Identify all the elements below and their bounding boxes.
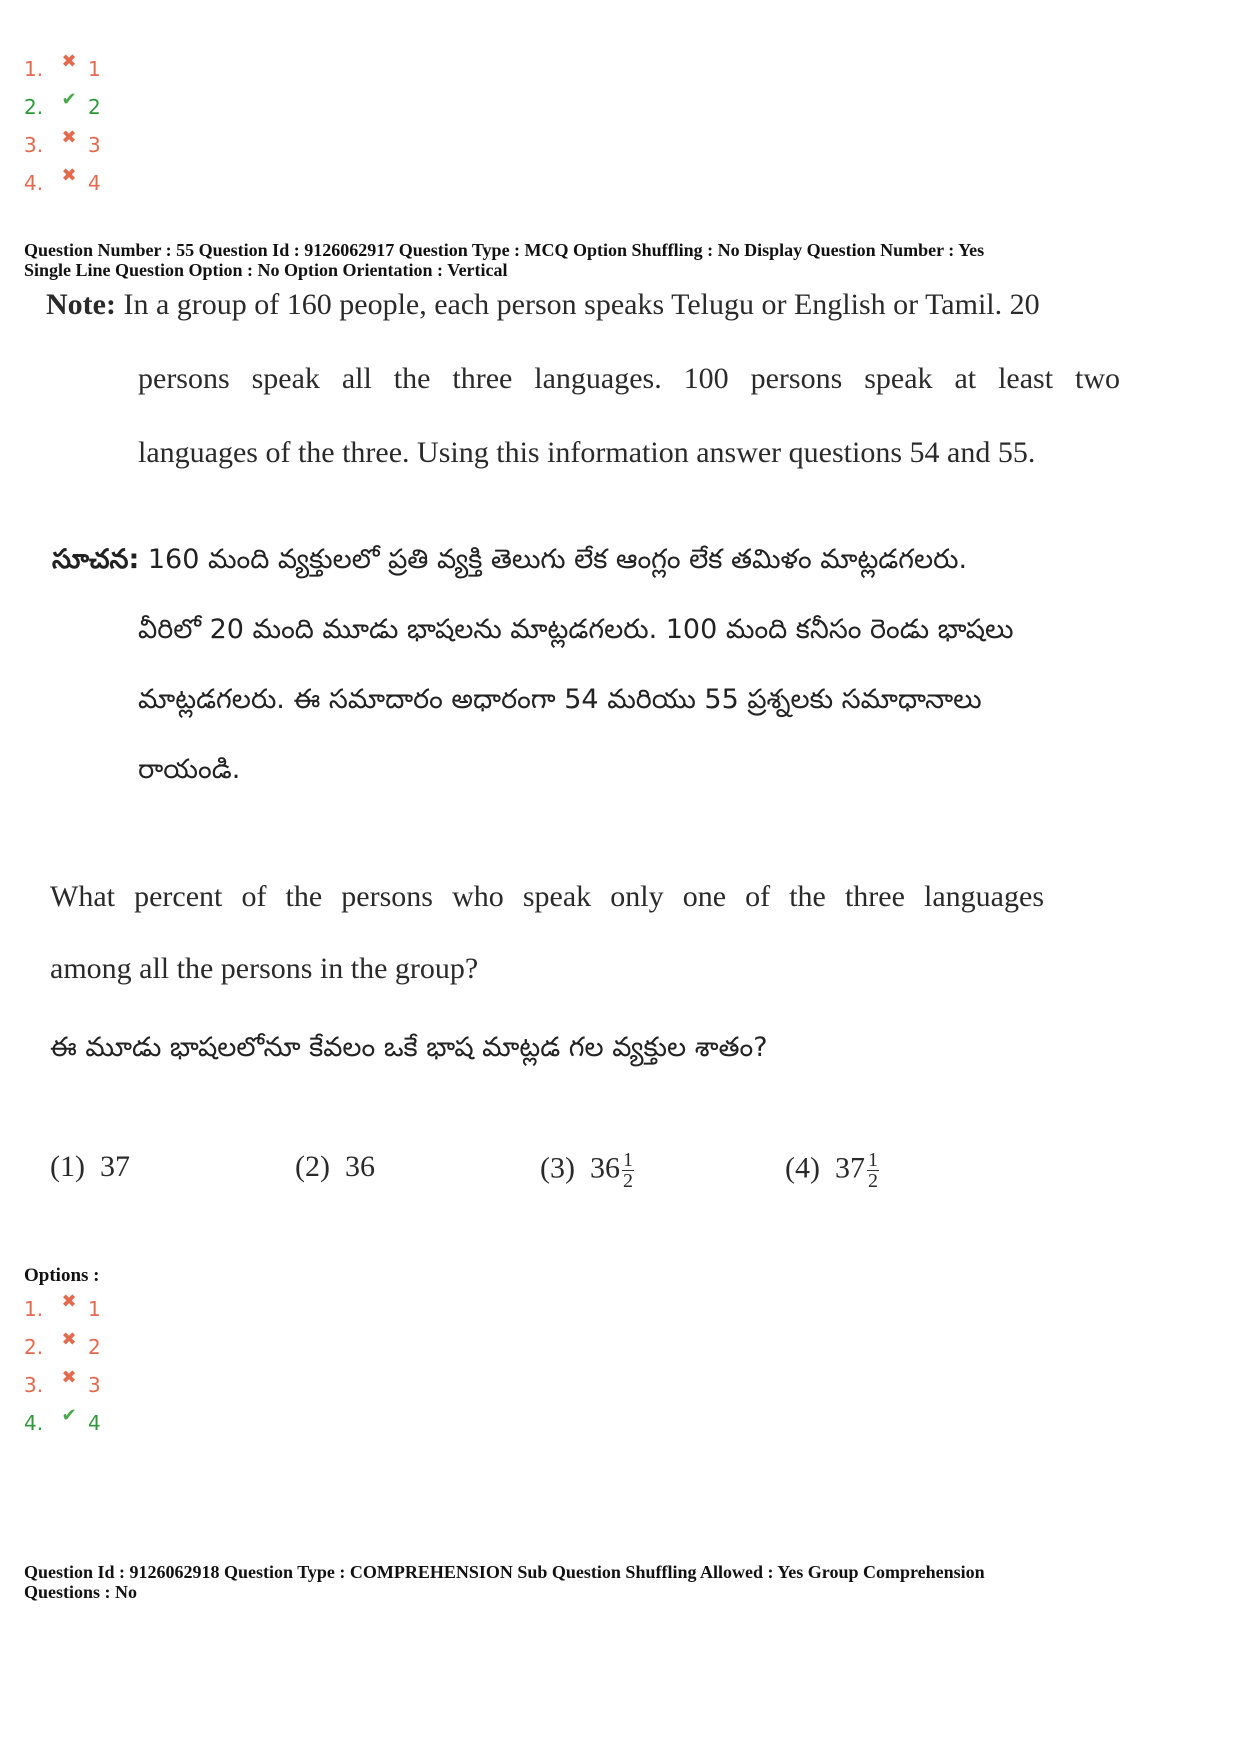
- options-label: Options :: [24, 1265, 100, 1286]
- next-meta-line2: Questions : No: [24, 1582, 138, 1602]
- option-number: 4.: [24, 1411, 44, 1435]
- check-icon: ✔: [61, 89, 77, 110]
- telugu-note-text-line1: 160 మంది వ్యక్తులలో ప్రతి వ్యక్తి తెలుగు లేక ఆంగ్లం లేక తమిళం మాట్లడగలరు.: [147, 544, 968, 575]
- choice-value: 37: [99, 1150, 130, 1183]
- option-value: 2: [88, 1335, 101, 1359]
- choice-label: (1): [50, 1150, 85, 1183]
- option-number: 1.: [24, 1297, 44, 1321]
- option-value: 3: [88, 1373, 101, 1397]
- note-text-line2: persons speak all the three languages. 100 persons speak at least two: [138, 362, 1120, 395]
- choice-2: [295, 1150, 375, 1184]
- question-line2: among all the persons in the group?: [50, 952, 479, 985]
- option-value: 4: [88, 171, 101, 195]
- note-text-line1: In a group of 160 people, each person speaks Telugu or English or Tamil. 20: [123, 288, 1040, 321]
- choice-1: [50, 1150, 130, 1184]
- cross-icon: ✖: [61, 1329, 77, 1350]
- note-label: Note:: [46, 288, 116, 321]
- cross-icon: ✖: [61, 127, 77, 148]
- telugu-note-text-line3: మాట్లడగలరు. ఈ సమాదారం అధారంగా 54 మరియు 55 ప్రశ్నలకు సమాధానాలు: [138, 684, 982, 715]
- next-meta-line1: Question Id : 9126062918 Question Type : COMPREHENSION Sub Question Shuffling Allowed : Yes Group Comprehension: [24, 1562, 985, 1582]
- note-line1: [46, 288, 1040, 322]
- telugu-note-text-line2: వీరిలో 20 మంది మూడు భాషలను మాట్లడగలరు. 100 మంది కనీసం రెండు భాషలు: [138, 614, 1014, 645]
- choice-4: [785, 1150, 879, 1191]
- option-value: 3: [88, 133, 101, 157]
- cross-icon: ✖: [61, 1367, 77, 1388]
- option-number: 4.: [24, 171, 44, 195]
- fraction-denominator: 2: [622, 1170, 633, 1192]
- telugu-note-label: సూచన:: [52, 544, 140, 575]
- option-row: [24, 164, 101, 202]
- cross-icon: ✖: [61, 1291, 77, 1312]
- question-telugu: ఈ మూడు భాషలలోనూ కేవలం ఒకే భాష మాట్లడ గల వ్యక్తుల శాతం?: [50, 1032, 768, 1063]
- option-value: 1: [88, 1297, 101, 1321]
- next-question-meta: [24, 1562, 1224, 1602]
- choice-label: (3): [540, 1151, 575, 1185]
- telugu-note-text-line4: రాయండి.: [138, 754, 241, 785]
- option-number: 2.: [24, 1335, 44, 1359]
- note-text-line3: languages of the three. Using this information answer questions 54 and 55.: [138, 436, 1036, 469]
- fraction-numerator: 1: [622, 1149, 633, 1171]
- cross-icon: ✖: [61, 165, 77, 186]
- question-meta: [24, 240, 1224, 280]
- fraction-denominator: 2: [867, 1170, 878, 1192]
- option-value: 4: [88, 1411, 101, 1435]
- fraction: [622, 1150, 634, 1191]
- choice-3: [540, 1150, 634, 1191]
- previous-options-list: [24, 50, 101, 202]
- question-line1: What percent of the persons who speak only one of the three languages: [50, 880, 1044, 913]
- choice-label: (2): [295, 1150, 330, 1183]
- option-row: [24, 1404, 101, 1442]
- option-number: 2.: [24, 95, 44, 119]
- option-number: 3.: [24, 1373, 44, 1397]
- option-number: 3.: [24, 133, 44, 157]
- option-number: 1.: [24, 57, 44, 81]
- options-list: [24, 1290, 101, 1442]
- option-value: 1: [88, 57, 101, 81]
- option-value: 2: [88, 95, 101, 119]
- fraction: [867, 1150, 879, 1191]
- fraction-numerator: 1: [867, 1149, 878, 1171]
- choice-value: 37: [834, 1151, 865, 1185]
- choice-value: 36: [344, 1150, 375, 1183]
- telugu-note-line1: [52, 544, 967, 582]
- question-meta-line2: Single Line Question Option : No Option Orientation : Vertical: [24, 260, 508, 280]
- cross-icon: ✖: [61, 51, 77, 72]
- choice-value: 36: [589, 1151, 620, 1185]
- check-icon: ✔: [61, 1405, 77, 1426]
- question-meta-line1: Question Number : 55 Question Id : 9126062917 Question Type : MCQ Option Shuffling : No Display Question Number : Yes: [24, 240, 985, 260]
- choice-label: (4): [785, 1151, 820, 1185]
